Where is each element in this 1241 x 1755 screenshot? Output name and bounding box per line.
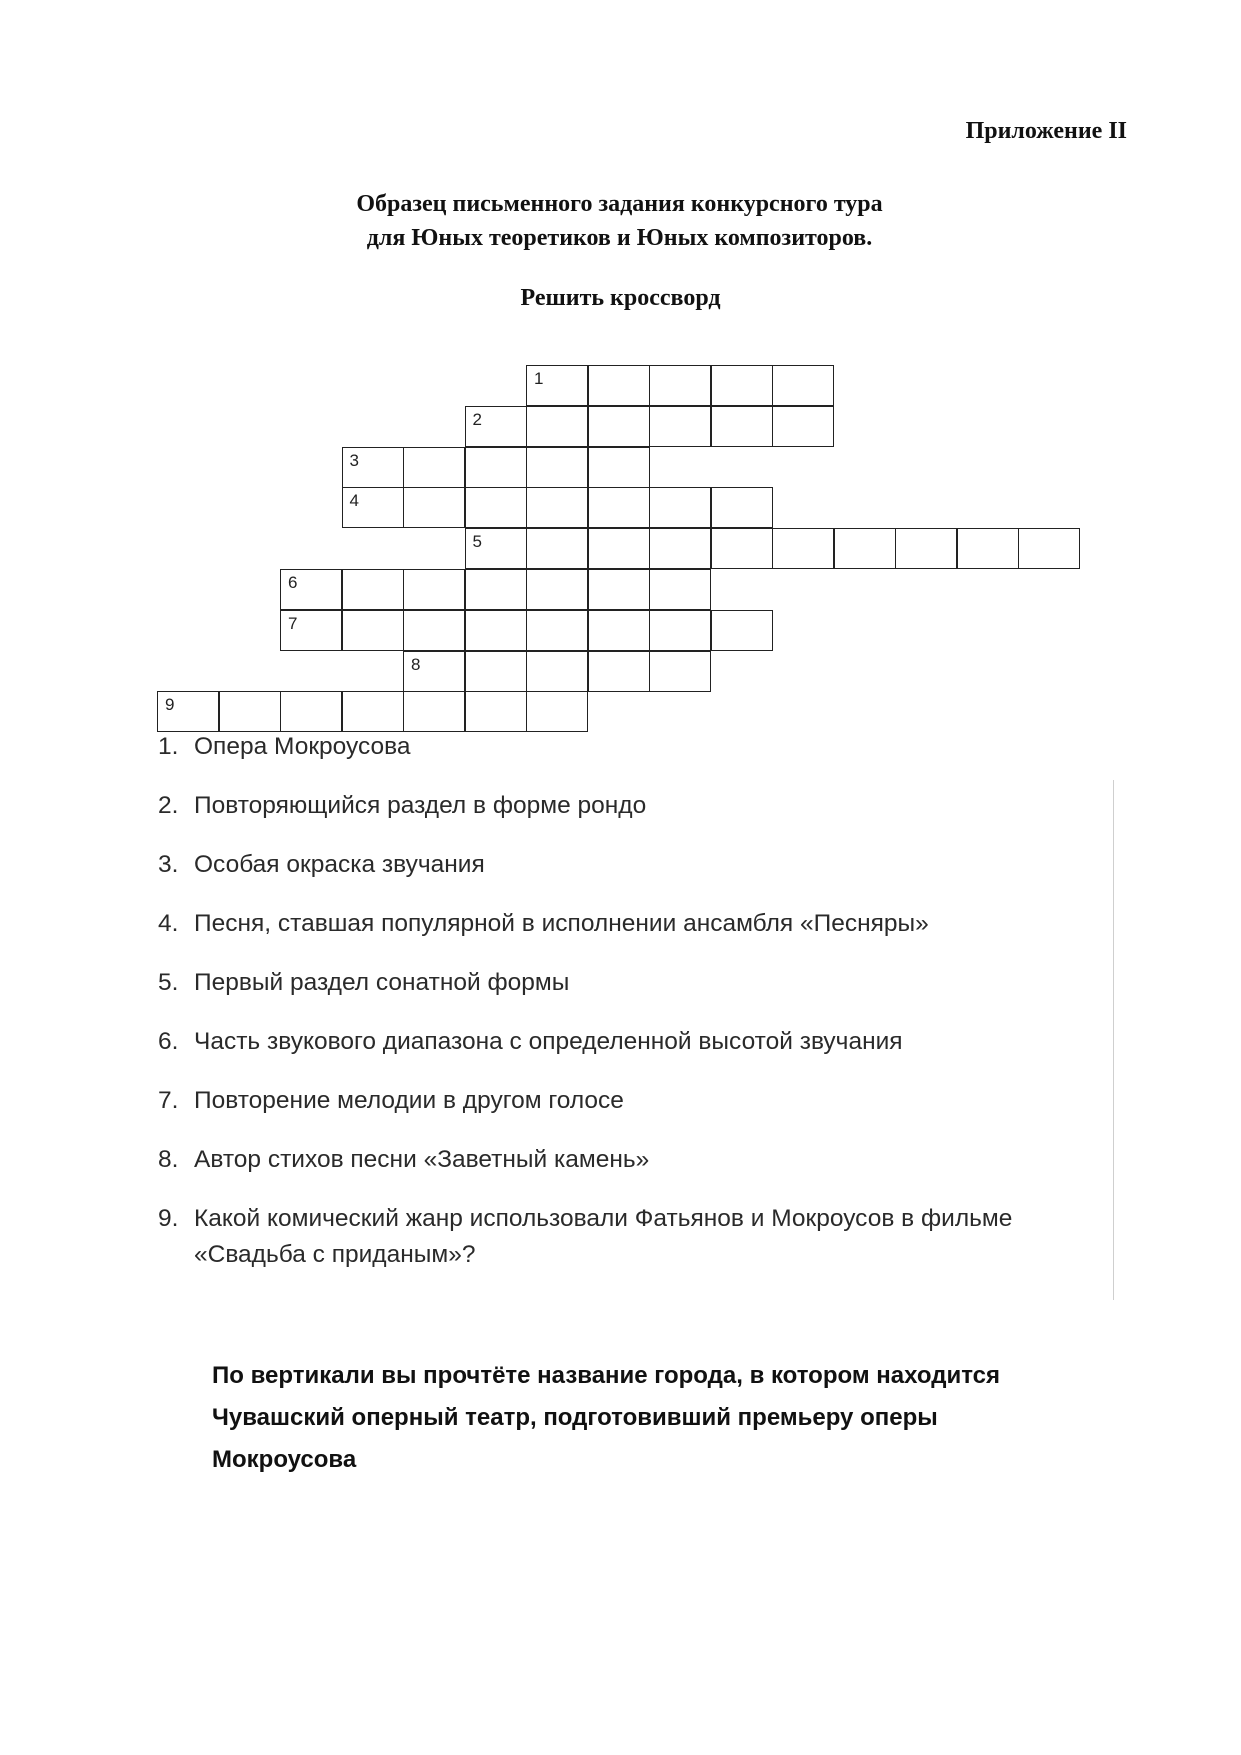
- clue-text: Особая окраска звучания: [194, 851, 485, 878]
- crossword-cell[interactable]: [957, 528, 1019, 569]
- clue-item: [158, 788, 1058, 824]
- crossword-cell[interactable]: [403, 487, 465, 528]
- cell-number: 9: [165, 695, 175, 715]
- crossword-cell[interactable]: [465, 691, 527, 732]
- clue-text: Какой комический жанр использовали Фатьянов и Мокроусов в фильме «Свадьба с приданым»?: [194, 1205, 1013, 1268]
- clue-text: Опера Мокроусова: [194, 733, 411, 760]
- clue-text: Автор стихов песни «Заветный камень»: [194, 1146, 650, 1173]
- crossword-cell[interactable]: [711, 406, 773, 447]
- crossword-cell[interactable]: [526, 406, 588, 447]
- divider-line: [1113, 780, 1114, 1300]
- clue-number: 7.: [158, 1087, 179, 1114]
- clue-number: 9.: [158, 1205, 179, 1232]
- clue-text: Часть звукового диапазона с определенной высотой звучания: [194, 1028, 903, 1055]
- crossword-cell[interactable]: [649, 610, 711, 651]
- clue-number: 5.: [158, 969, 179, 996]
- crossword-cell[interactable]: [465, 569, 527, 610]
- crossword-cell[interactable]: [772, 406, 834, 447]
- crossword-cell[interactable]: [342, 447, 404, 488]
- crossword-cell[interactable]: [588, 569, 650, 610]
- crossword-cell[interactable]: [342, 691, 404, 732]
- crossword-cell[interactable]: [588, 651, 650, 692]
- crossword-cell[interactable]: [465, 651, 527, 692]
- clue-text: Песня, ставшая популярной в исполнении ансамбля «Песняры»: [194, 910, 929, 937]
- clue-item: [158, 1201, 1058, 1273]
- vertical-word-note: По вертикали вы прочтёте название города, в котором находится Чувашский оперный театр, подготовивший премьеру оперы Мокроусова: [212, 1362, 1000, 1473]
- crossword-cell[interactable]: [342, 487, 404, 528]
- crossword-cell[interactable]: [588, 528, 650, 569]
- clue-number: 3.: [158, 851, 179, 878]
- crossword-cell[interactable]: [772, 365, 834, 406]
- crossword-cell[interactable]: [157, 691, 219, 732]
- crossword-cell[interactable]: [280, 691, 342, 732]
- crossword-cell[interactable]: [895, 528, 957, 569]
- crossword-cell[interactable]: [834, 528, 896, 569]
- clue-item: [158, 1083, 1058, 1119]
- clue-number: 6.: [158, 1028, 179, 1055]
- crossword-cell[interactable]: [465, 610, 527, 651]
- crossword-cell[interactable]: [772, 528, 834, 569]
- crossword-cell[interactable]: [280, 569, 342, 610]
- crossword-cell[interactable]: [649, 406, 711, 447]
- crossword-cell[interactable]: [588, 406, 650, 447]
- clue-number: 4.: [158, 910, 179, 937]
- appendix-label: Приложение II: [965, 118, 1127, 144]
- crossword-cell[interactable]: [465, 528, 527, 569]
- crossword-cell[interactable]: [280, 610, 342, 651]
- crossword-cell[interactable]: [711, 487, 773, 528]
- crossword-cell[interactable]: [219, 691, 281, 732]
- crossword-cell[interactable]: [711, 365, 773, 406]
- cell-number: 5: [472, 532, 482, 552]
- crossword-cell[interactable]: [526, 528, 588, 569]
- crossword-cell[interactable]: [403, 651, 465, 692]
- crossword-grid: [0, 0, 1241, 760]
- heading-line: для Юных теоретиков и Юных композиторов.: [366, 225, 873, 251]
- clue-number: 8.: [158, 1146, 179, 1173]
- clue-number: 1.: [158, 733, 179, 760]
- clue-item: [158, 965, 1058, 1001]
- clue-item: [158, 1142, 1058, 1178]
- crossword-cell[interactable]: [526, 365, 588, 406]
- cell-number: 3: [349, 450, 359, 470]
- crossword-cell[interactable]: [342, 569, 404, 610]
- clue-item: [158, 1024, 1058, 1060]
- clue-item: [158, 906, 1058, 942]
- crossword-cell[interactable]: [526, 447, 588, 488]
- crossword-cell[interactable]: [465, 406, 527, 447]
- clue-list: [158, 729, 1058, 1296]
- cell-number: 2: [472, 409, 482, 429]
- crossword-cell[interactable]: [403, 691, 465, 732]
- crossword-cell[interactable]: [649, 651, 711, 692]
- crossword-cell[interactable]: [526, 691, 588, 732]
- crossword-cell[interactable]: [526, 569, 588, 610]
- crossword-cell[interactable]: [588, 610, 650, 651]
- cell-number: 1: [534, 369, 544, 388]
- crossword-cell[interactable]: [465, 447, 527, 488]
- crossword-cell[interactable]: [588, 447, 650, 488]
- crossword-cell[interactable]: [649, 487, 711, 528]
- crossword-cell[interactable]: [403, 447, 465, 488]
- crossword-cell[interactable]: [711, 610, 773, 651]
- crossword-cell[interactable]: [649, 569, 711, 610]
- crossword-cell[interactable]: [649, 365, 711, 406]
- crossword-cell[interactable]: [465, 487, 527, 528]
- clue-item: [158, 729, 1058, 765]
- heading-line: Образец письменного задания конкурсного тура: [356, 191, 883, 217]
- crossword-cell[interactable]: [588, 487, 650, 528]
- clue-number: 2.: [158, 792, 179, 819]
- crossword-cell[interactable]: [342, 610, 404, 651]
- crossword-cell[interactable]: [526, 651, 588, 692]
- crossword-cell[interactable]: [403, 610, 465, 651]
- clue-text: Повторение мелодии в другом голосе: [194, 1087, 624, 1114]
- crossword-cell[interactable]: [649, 528, 711, 569]
- cell-number: 6: [288, 573, 298, 592]
- crossword-cell[interactable]: [403, 569, 465, 610]
- cell-number: 4: [349, 491, 359, 511]
- crossword-cell[interactable]: [526, 610, 588, 651]
- clue-item: [158, 847, 1058, 883]
- task-label: Решить кроссворд: [520, 285, 721, 311]
- clue-text: Первый раздел сонатной формы: [194, 969, 570, 996]
- crossword-cell[interactable]: [588, 365, 650, 406]
- crossword-cell[interactable]: [1018, 528, 1080, 569]
- cell-number: 8: [411, 654, 421, 674]
- crossword-cell[interactable]: [711, 528, 773, 569]
- crossword-cell[interactable]: [526, 487, 588, 528]
- cell-number: 7: [288, 613, 298, 633]
- clue-text: Повторяющийся раздел в форме рондо: [194, 792, 647, 819]
